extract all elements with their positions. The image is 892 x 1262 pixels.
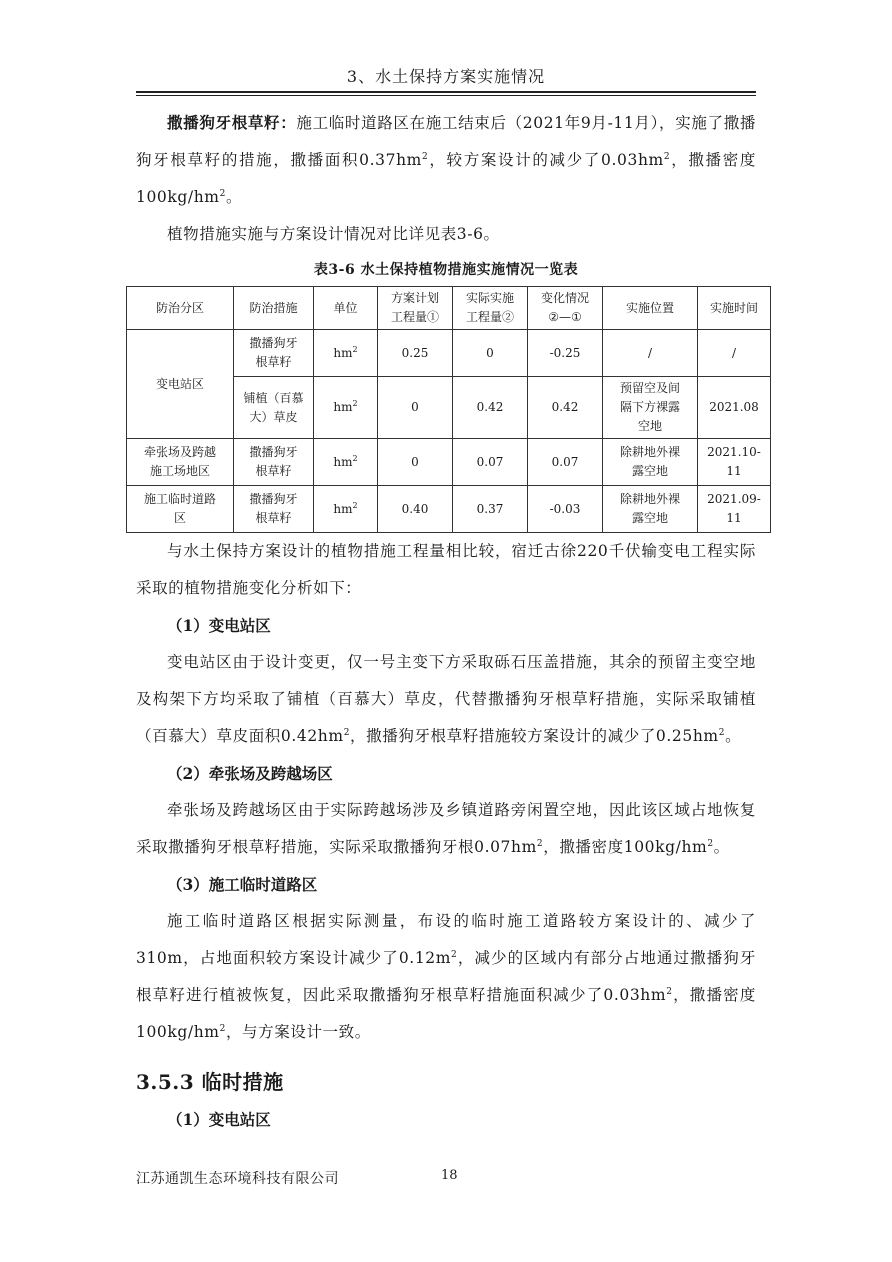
cell-measure: 撒播狗牙 根草籽 (234, 486, 314, 533)
paragraph-lead: 撒播狗牙根草籽： (167, 113, 297, 132)
header-rule-thin (136, 95, 756, 96)
cell-location: 预留空及间 隔下方裸露 空地 (603, 377, 698, 439)
section-heading: （1）变电站区 (167, 1110, 271, 1129)
table-row (127, 439, 771, 486)
paragraph: 牵张场及跨越场区由于实际跨越场涉及乡镇道路旁闲置空地，因此该区域占地恢复采取撒播狗牙根草籽措施，实际采取撒播狗牙根$0.07hm^2$，撒播密度$100kg/hm^2$。 (136, 801, 756, 856)
page-number: 18 (441, 1168, 458, 1183)
cell-planned: 0 (378, 377, 453, 439)
cell-time: 2021.10-11 (698, 439, 771, 486)
cell-location: 除耕地外裸 露空地 (603, 439, 698, 486)
cell-unit: $hm^2$ (314, 377, 378, 439)
cell-measure: 撒播狗牙 根草籽 (234, 439, 314, 486)
column-header: 实施位置 (603, 287, 698, 330)
paragraph: 施工临时道路区根据实际测量，布设的临时施工道路较方案设计的、减少了310m，占地面积较方案设计减少了$0.12m^2$，减少的区域内有部分占地通过撒播狗牙根草籽进行植被恢复，因此采取撒播狗牙根草籽措施面积减少了$0.03hm^2$，撒播密度$100kg/hm^2$，与方案设计一致。 (136, 912, 756, 1041)
paragraph: 与水土保持方案设计的植物措施工程量相比较，宿迁古徐220千伏输变电工程实际采取的植物措施变化分析如下： (136, 542, 756, 597)
cell-zone: 变电站区 (127, 330, 234, 439)
cell-zone: 牵张场及跨越 施工场地区 (127, 439, 234, 486)
paragraph: 变电站区由于设计变更，仅一号主变下方采取砾石压盖措施，其余的预留主变空地及构架下方均采取了铺植（百慕大）草皮，代替撒播狗牙根草籽措施，实际采取铺植（百慕大）草皮面积$0.42hm^2$，撒播狗牙根草籽措施较方案设计的减少了$0.25hm^2$。 (136, 653, 756, 745)
cell-change: -0.03 (528, 486, 603, 533)
header-rule-thick (136, 91, 756, 93)
column-header: 实际实施 工程量② (453, 287, 528, 330)
cell-change: -0.25 (528, 330, 603, 377)
running-header: 3、水土保持方案实施情况 (346, 67, 546, 86)
cell-time: / (698, 330, 771, 377)
column-header: 实施时间 (698, 287, 771, 330)
column-header: 单位 (314, 287, 378, 330)
cell-time: 2021.09-11 (698, 486, 771, 533)
cell-time: 2021.08 (698, 377, 771, 439)
section-heading: （1）变电站区 (167, 616, 271, 635)
table-header-row (127, 287, 771, 330)
column-header: 防治措施 (234, 287, 314, 330)
cell-planned: 0 (378, 439, 453, 486)
cell-actual: 0 (453, 330, 528, 377)
cell-planned: 0.25 (378, 330, 453, 377)
cell-actual: 0.37 (453, 486, 528, 533)
paragraph: 植物措施实施与方案设计情况对比详见表3-6。 (167, 225, 500, 243)
section-heading: （2）牵张场及跨越场区 (167, 764, 333, 783)
cell-measure: 撒播狗牙 根草籽 (234, 330, 314, 377)
cell-unit: $hm^2$ (314, 330, 378, 377)
cell-change: 0.07 (528, 439, 603, 486)
plant-measures-table (126, 286, 771, 533)
table-row (127, 330, 771, 377)
table-caption: 表3-6 水土保持植物措施实施情况一览表 (313, 262, 579, 278)
cell-planned: 0.40 (378, 486, 453, 533)
column-header: 防治分区 (127, 287, 234, 330)
cell-location: / (603, 330, 698, 377)
section-heading: （3）施工临时道路区 (167, 875, 318, 894)
footer-company: 江苏通凯生态环境科技有限公司 (136, 1171, 339, 1187)
subsection-title: 3.5.3 临时措施 (136, 1070, 284, 1094)
cell-change: 0.42 (528, 377, 603, 439)
cell-zone: 施工临时道路 区 (127, 486, 234, 533)
cell-unit: $hm^2$ (314, 486, 378, 533)
cell-location: 除耕地外裸 露空地 (603, 486, 698, 533)
cell-actual: 0.42 (453, 377, 528, 439)
cell-actual: 0.07 (453, 439, 528, 486)
paragraph: 撒播狗牙根草籽：施工临时道路区在施工结束后（2021年9月-11月），实施了撒播狗牙根草籽的措施，撒播面积$0.37hm^2$，较方案设计的减少了$0.03hm^2$，撒播密度$100kg/hm^2$。 (136, 113, 756, 206)
page-content (136, 104, 761, 1138)
cell-measure: 铺植（百慕 大）草皮 (234, 377, 314, 439)
cell-unit: $hm^2$ (314, 439, 378, 486)
column-header: 方案计划 工程量① (378, 287, 453, 330)
column-header: 变化情况 ②—① (528, 287, 603, 330)
table-row (127, 486, 771, 533)
